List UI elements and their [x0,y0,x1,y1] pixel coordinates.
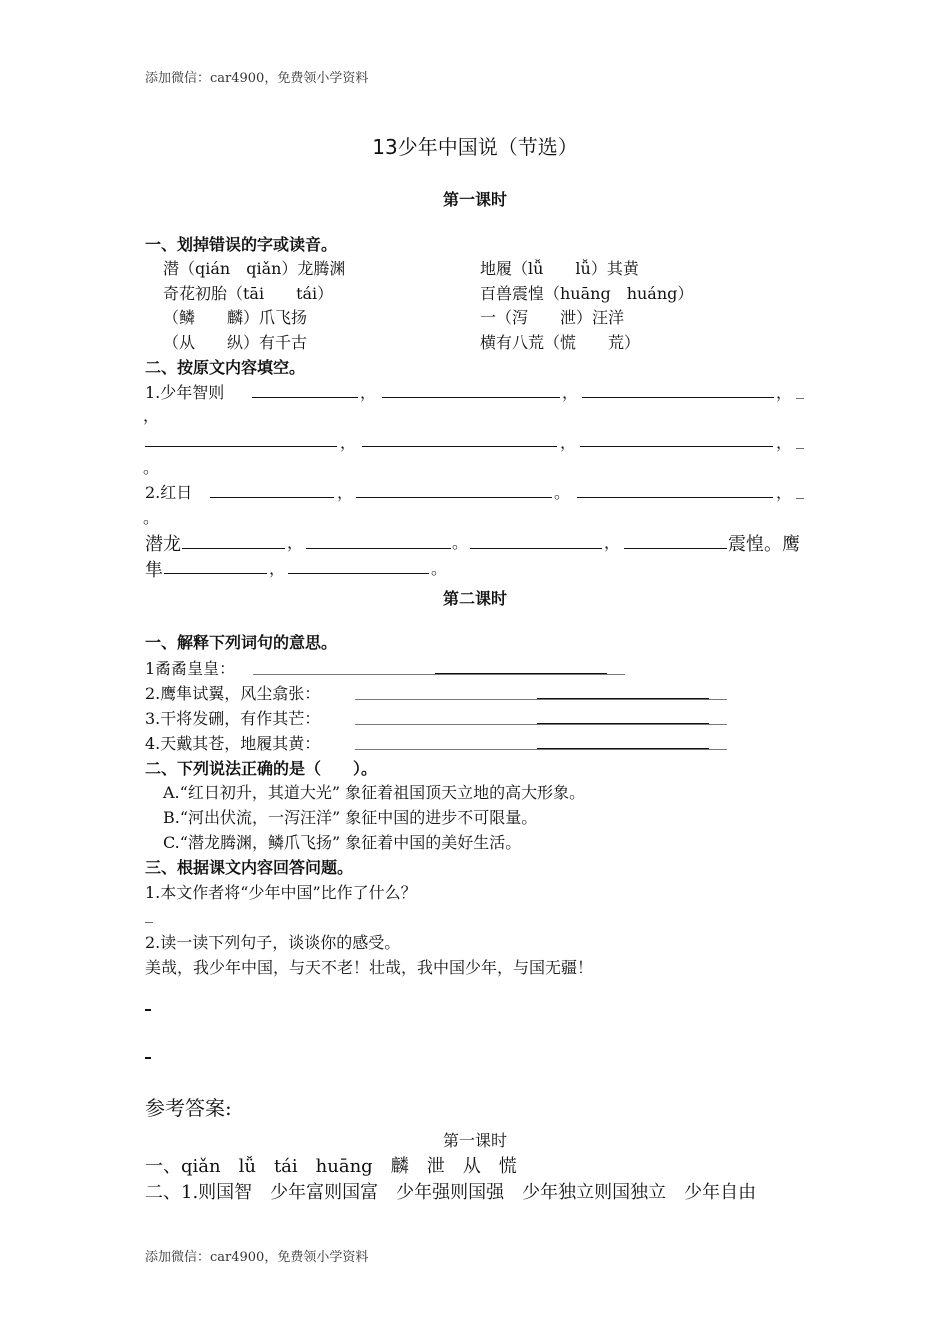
blank-line[interactable] [582,397,774,398]
blank-line[interactable] [164,573,267,574]
comma: ， [269,559,286,578]
pinyin-item: 地履（lǚ lǚ）其黄 [480,259,639,278]
char-item: （鳞 麟）爪飞扬 [163,308,308,327]
answers-lesson-heading: 第一课时 [442,1131,507,1150]
question-2: 2.读一读下列句子，谈谈你的感受。 [145,933,401,952]
underscore: _ [796,480,804,499]
l2-part1-heading: 一、解释下列词句的意思。 [145,633,338,652]
blank-line[interactable] [355,699,727,700]
l2-part3-heading: 三、根据课文内容回答问题。 [145,858,354,877]
comma: ， [562,383,579,402]
question-1: 1.本文作者将“少年中国”比作了什么？ [145,883,417,902]
answer-dash [145,1009,151,1011]
blank-line[interactable] [624,548,727,549]
fill-q3-prefix2: 隼 [145,560,163,581]
fill-q1-prefix: 1.少年智则 [145,383,225,402]
fill-q3-mid: 震惶。鹰 [728,534,800,555]
quote-text: 美哉，我少年中国，与天不老！壮哉，我中国少年，与国无疆！ [145,958,594,977]
blank-line[interactable] [252,397,358,398]
blank-line[interactable] [355,749,727,750]
blank-line[interactable] [288,573,429,574]
comma: ， [143,406,160,425]
l1-part1-heading: 一、划掉错误的字或读音。 [145,235,338,254]
comma: ， [360,383,377,402]
blank-line[interactable] [470,548,602,549]
underscore: _ [796,430,804,449]
comma: ， [560,433,577,452]
blank-line[interactable] [356,497,552,498]
answers-line-2: 二、1.则国智 少年富则国富 少年强则国强 少年独立则国独立 少年自由 [145,1182,757,1203]
choice-option: A.“红日初升，其道大光” 象征着祖国顶天立地的高大形象。 [163,783,586,802]
pinyin-item: 奇花初胎（tāi tái） [163,284,334,303]
explain-item: 1矞矞皇皇： [145,659,236,678]
comma: ， [604,533,621,552]
l1-part2-heading: 二、按原文内容填空。 [145,358,306,377]
blank-line[interactable] [537,723,709,724]
comma: ， [776,433,793,452]
answers-line-1: 一、qiǎn lǚ tái huāng 麟 泄 从 慌 [145,1156,517,1177]
comma: ， [776,483,793,502]
footer-note: 添加微信：car4900，免费领小学资料 [145,1250,369,1265]
blank-line[interactable] [182,548,285,549]
explain-item: 3.干将发硎，有作其芒： [145,709,321,728]
period: 。 [143,508,160,527]
pinyin-item: 潜（qián qiǎn）龙腾渊 [163,259,346,278]
blank-line[interactable] [577,497,773,498]
period: 。 [452,533,469,552]
blank-line[interactable] [355,724,727,725]
comma: ， [340,433,357,452]
comma: ， [287,533,304,552]
blank-line[interactable] [253,674,625,675]
char-item: 一（泻 泄）汪洋 [480,308,625,327]
period: 。 [143,458,160,477]
period: 。 [554,483,571,502]
period: 。 [431,559,448,578]
choice-option: C.“潜龙腾渊，鳞爪飞扬” 象征着中国的美好生活。 [163,833,522,852]
fill-q2-prefix: 2.红日 [145,483,193,502]
blank-line[interactable] [537,748,709,749]
fill-q3-prefix: 潜龙 [145,534,181,555]
l2-part2-heading: 二、下列说法正确的是（ ）。 [145,759,378,778]
char-item: （从 纵）有千古 [163,333,308,352]
blank-line[interactable] [362,446,557,447]
explain-item: 4.天戴其苍，地履其黄： [145,734,321,753]
char-item: 横有八荒（慌 荒） [480,333,641,352]
lesson2-heading: 第二课时 [442,589,507,608]
answers-heading: 参考答案: [145,1096,232,1120]
answer-dash [145,1057,151,1059]
blank-line[interactable] [210,497,334,498]
blank-line[interactable] [435,673,607,674]
underscore: _ [796,380,804,399]
comma: ， [337,483,354,502]
lesson1-heading: 第一课时 [442,190,507,209]
blank-line[interactable] [382,397,560,398]
comma: ， [776,383,793,402]
blank-line[interactable] [306,548,451,549]
blank-line[interactable] [537,698,709,699]
choice-option: B.“河出伏流，一泻汪洋” 象征中国的进步不可限量。 [163,808,538,827]
explain-item: 2.鹰隼试翼，风尘翕张： [145,684,321,703]
pinyin-item: 百兽震惶（huāng huáng） [480,284,694,303]
header-note: 添加微信：car4900，免费领小学资料 [145,71,369,86]
blank-line[interactable] [580,446,773,447]
page-title: 13少年中国说（节选） [372,135,578,159]
blank-line[interactable] [145,446,337,447]
underscore: _ [145,904,153,923]
